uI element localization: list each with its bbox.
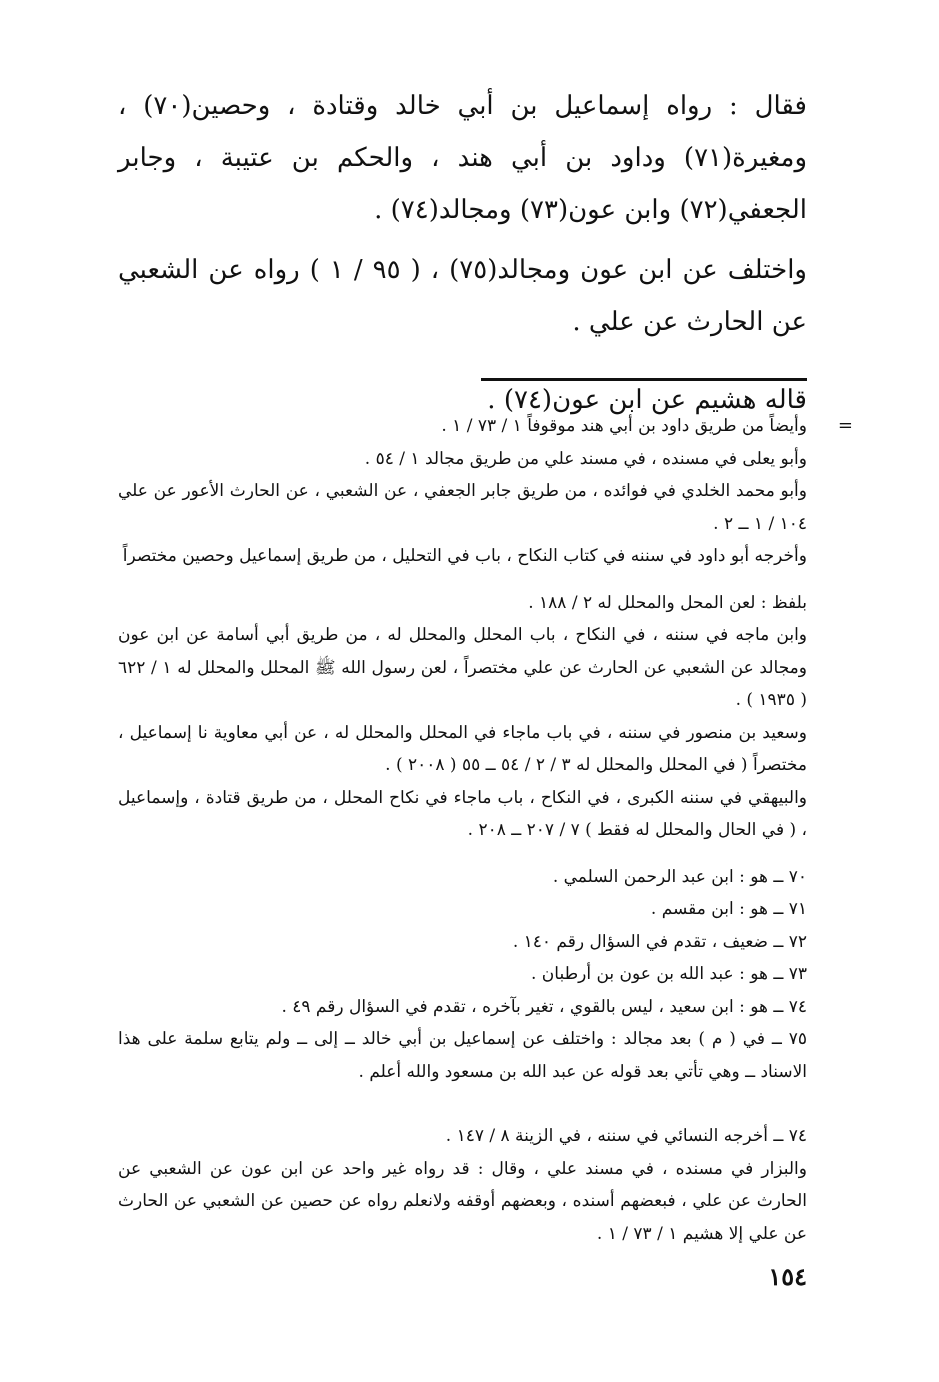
- footnote-line: وأيضاً من طريق داود بن أبي هند موقوفاً ١ / ٧٣ / ١ .: [441, 416, 807, 436]
- main-paragraph-2: واختلف عن ابن عون ومجالد(٧٥) ، ( ٩٥ / ١ ) رواه عن الشعبي عن الحارث عن علي .: [118, 255, 807, 337]
- footnote-line: والبيهقي في سننه الكبرى ، في النكاح ، باب ماجاء في نكاح المحلل ، من طريق قتادة ، وإسماعيل ، ( في الحال والمحلل له فقط ) ٧ / ٢٠٧ ــ ٢٠٨ .: [118, 787, 807, 840]
- footnote-line: وابن ماجه في سننه ، في النكاح ، باب المحلل والمحلل له ، من طريق أبي أسامة عن ابن عون ومجالد عن الشعبي عن الحارث عن علي مختصراً ، لعن رسول الله ﷺ المحلل والمحلل له ١ / ٦٢٢ ( ١٩٣٥ ) .: [118, 625, 807, 710]
- footnotes: [118, 410, 853, 1250]
- main-text: [118, 80, 807, 426]
- continuation-mark: =: [837, 415, 853, 436]
- note-75: ٧٥ ــ في ( م ) بعد مجالد : واختلف عن إسماعيل بن أبي خالد ــ إلى ــ ولم يتابع سلمة على هذا الاسناد ــ وهي تأتي بعد قوله عن عبد الله بن مسعود والله أعلم .: [118, 1029, 807, 1082]
- footnote-continuation: [118, 410, 853, 847]
- footnote-line: وسعيد بن منصور في سننه ، في باب ماجاء في المحلل والمحلل له ، عن أبي معاوية نا إسماعيل ، مختصراً ( في المحلل والمحلل له ٣ / ٢ / ٥٤ ــ ٥٥ ( ٢٠٠٨ ) .: [118, 722, 807, 775]
- note-72: ٧٢ ــ ضعيف ، تقدم في السؤال رقم ١٤٠ .: [512, 931, 807, 952]
- note-74-second: ٧٤ ــ أخرجه النسائي في سننه ، في الزينة ٨ / ١٤٧ .: [445, 1126, 807, 1146]
- footnote-line: بلفظ : لعن المحل والمحلل له ٢ / ١٨٨ .: [528, 592, 807, 613]
- page-number: ١٥٤: [768, 1262, 807, 1291]
- note-71: ٧١ ــ هو : ابن مقسم .: [650, 899, 807, 919]
- second-notes: [118, 1120, 807, 1250]
- main-paragraph-1: فقال : رواه إسماعيل بن أبي خالد وقتادة ، وحصين(٧٠) ، ومغيرة(٧١) وداود بن أبي هند ، والحكم بن عتيبة ، وجابر الجعفي(٧٢) وابن عون(٧٣) ومجالد(٧٤) .: [118, 91, 807, 225]
- note-74-continuation: والبزار في مسنده ، في مسند علي ، وقال : قد رواه غير واحد عن ابن عون عن الشعبي عن الحارث عن علي ، فبعضهم أسنده ، وبعضهم أوقفه ولانعلم رواه عن حصين عن الشعبي عن الحارث عن علي إلا هشيم ١ / ٧٣ / ١ .: [118, 1158, 807, 1244]
- main-paragraph-3: قاله هشيم عن ابن عون(٧٤) .: [487, 385, 807, 415]
- footnote-line: وأبو محمد الخلدي في فوائده ، من طريق جابر الجعفي ، عن الشعبي ، عن الحارث الأعور عن علي ١٠٤ / ١ ــ ٢ .: [118, 481, 807, 534]
- numbered-notes: [118, 861, 807, 1089]
- note-74: ٧٤ ــ هو : ابن سعيد ، ليس بالقوي ، تغير بآخره ، تقدم في السؤال رقم ٤٩ .: [281, 996, 807, 1017]
- footnote-line: وأبو يعلى في مسنده ، في مسند علي من طريق مجالد ١ / ٥٤ .: [364, 448, 807, 469]
- footnote-line: وأخرجه أبو داود في سننه في كتاب النكاح ، باب في التحليل ، من طريق إسماعيل وحصين مختصراً: [122, 546, 807, 566]
- note-73: ٧٣ ــ هو : عبد الله بن عون بن أرطبان .: [531, 964, 807, 984]
- note-70: ٧٠ ــ هو : ابن عبد الرحمن السلمي .: [552, 866, 807, 887]
- footnote-separator: [481, 378, 807, 381]
